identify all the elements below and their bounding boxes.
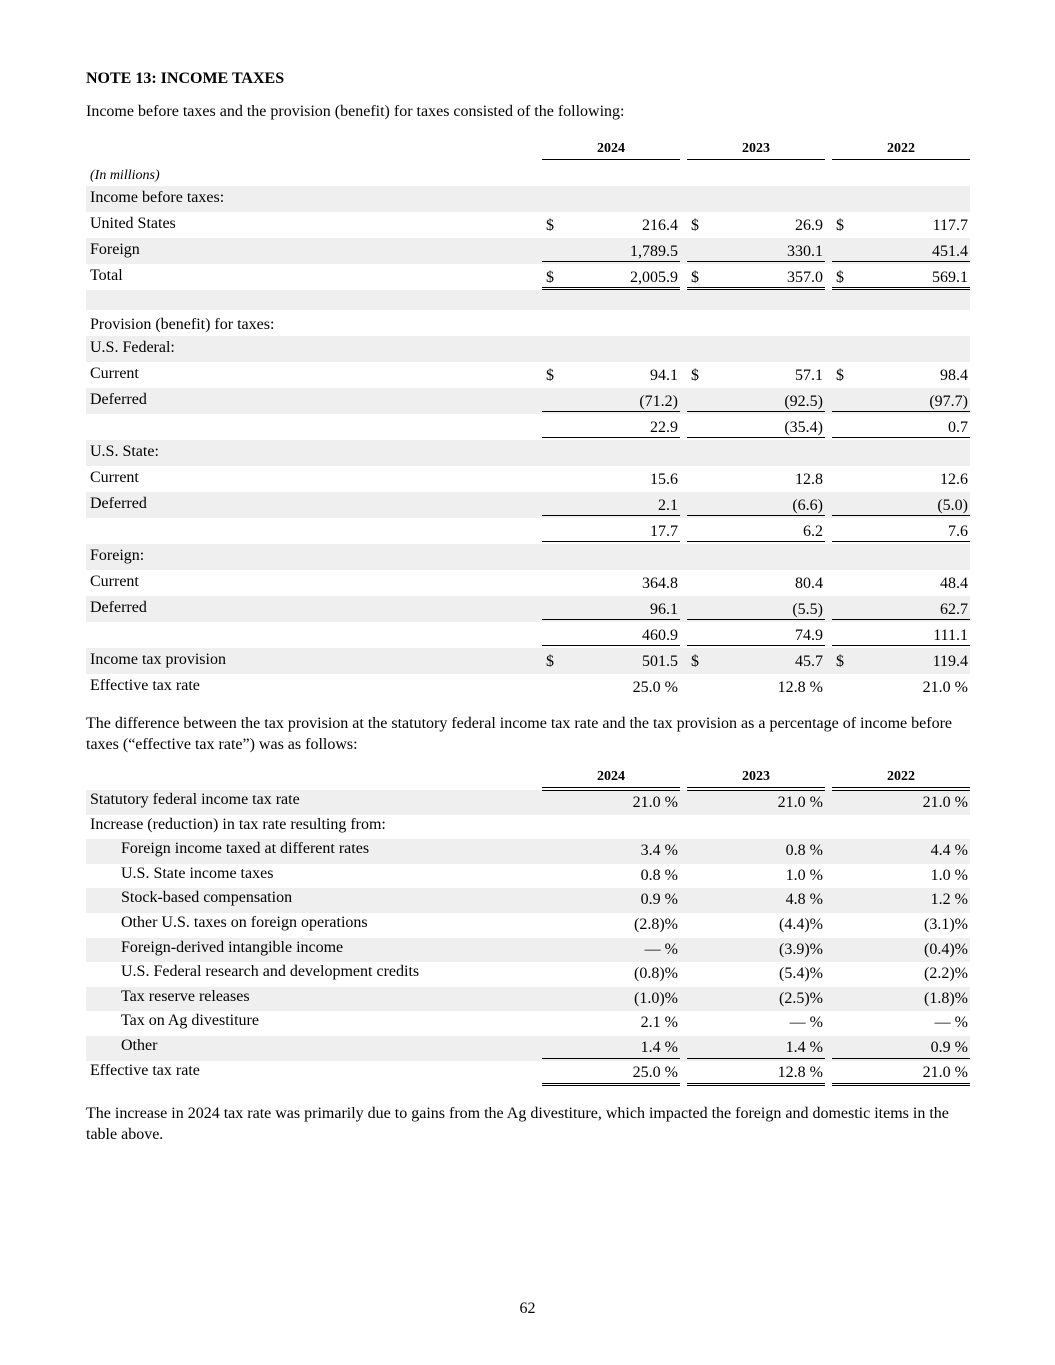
table-row <box>86 492 970 518</box>
cell-value: 1.2 % <box>930 891 968 909</box>
note-heading: NOTE 13: INCOME TAXES <box>86 70 285 87</box>
year-header: 2023 <box>687 769 825 788</box>
cell-value: 0.9 % <box>930 1038 968 1056</box>
cell-value: 501.5 <box>642 653 678 670</box>
row-label: United States <box>90 215 176 232</box>
cell-value: 25.0 % <box>632 679 678 696</box>
dollar-sign: $ <box>836 269 844 286</box>
cell-value: 45.7 <box>795 653 823 670</box>
row-label: Deferred <box>90 599 147 616</box>
row-label: Effective tax rate <box>90 677 200 694</box>
cell-value: 1.0 % <box>785 866 823 884</box>
cell-value: (4.4)% <box>779 915 823 933</box>
dollar-sign: $ <box>691 653 699 670</box>
cell-value: 0.8 % <box>785 842 823 860</box>
cell-value: 22.9 <box>650 419 678 436</box>
cell-value: (3.9)% <box>779 940 823 958</box>
table-row <box>86 1061 970 1086</box>
year-header: 2024 <box>542 141 680 160</box>
cell-value: (2.2)% <box>924 965 968 983</box>
closing-text: The increase in 2024 tax rate was primarily due to gains from the Ag divestiture, which impacted the foreign and domestic items in the table above. <box>86 1105 949 1143</box>
cell-value: 1.4 % <box>640 1038 678 1056</box>
cell-value: 569.1 <box>932 269 968 286</box>
cell-value: (6.6) <box>792 497 823 514</box>
cell-value: (5.4)% <box>779 965 823 983</box>
cell-value: (97.7) <box>929 393 968 410</box>
cell-value: 4.4 % <box>930 842 968 860</box>
section-label: Foreign: <box>90 547 145 564</box>
cell-value: — % <box>934 1014 968 1032</box>
cell-value: 117.7 <box>932 217 968 234</box>
cell-value: — % <box>789 1014 823 1032</box>
table-row <box>86 570 970 596</box>
cell-value: (0.4)% <box>924 940 968 958</box>
table-header <box>86 766 970 790</box>
table-row <box>86 839 970 864</box>
cell-value: 12.8 <box>795 471 823 488</box>
table-row <box>86 815 970 840</box>
row-label: Other U.S. taxes on foreign operations <box>121 913 368 931</box>
row-label: Stock-based compensation <box>121 889 293 907</box>
subtotal-row <box>86 622 970 648</box>
intro-text: Income before taxes and the provision (benefit) for taxes consisted of the following: <box>86 103 625 120</box>
table-row <box>86 1036 970 1061</box>
row-label: Foreign-derived intangible income <box>121 938 344 956</box>
table-row <box>86 388 970 414</box>
table-row <box>86 466 970 492</box>
cell-value: 21.0 % <box>922 679 968 696</box>
dollar-sign: $ <box>546 653 554 670</box>
table-row <box>86 938 970 963</box>
cell-value: 26.9 <box>795 217 823 234</box>
dollar-sign: $ <box>691 269 699 286</box>
cell-value: (3.1)% <box>924 915 968 933</box>
spacer-row <box>86 290 970 310</box>
year-header: 2022 <box>832 769 970 788</box>
cell-value: 74.9 <box>795 627 823 644</box>
row-label: U.S. Federal research and development credits <box>121 963 420 981</box>
cell-value: 216.4 <box>642 217 678 234</box>
cell-value: 80.4 <box>795 575 823 592</box>
row-label: Statutory federal income tax rate <box>90 791 300 808</box>
table-row <box>86 440 970 466</box>
cell-value: 62.7 <box>940 601 968 618</box>
cell-value: 6.2 <box>803 523 823 540</box>
table-row <box>86 212 970 238</box>
cell-value: (2.5)% <box>779 989 823 1007</box>
row-label: Income tax provision <box>90 651 226 668</box>
cell-value: 57.1 <box>795 367 823 384</box>
cell-value: 2.1 % <box>640 1014 678 1032</box>
income-taxes-table <box>86 138 970 700</box>
cell-value: 364.8 <box>642 575 678 592</box>
cell-value: 15.6 <box>650 471 678 488</box>
subtotal-row <box>86 518 970 544</box>
cell-value: 21.0 % <box>922 794 968 811</box>
dollar-sign: $ <box>836 653 844 670</box>
units-row <box>86 162 970 186</box>
row-label: Tax on Ag divestiture <box>121 1012 259 1030</box>
row-label: Current <box>90 573 139 590</box>
table-row <box>86 674 970 700</box>
table-row <box>86 790 970 815</box>
cell-value: 0.9 % <box>640 891 678 909</box>
page-number: 62 <box>519 1300 536 1317</box>
cell-value: 119.4 <box>932 653 968 670</box>
cell-value: (1.0)% <box>634 989 678 1007</box>
table-row <box>86 544 970 570</box>
cell-value: 7.6 <box>948 523 968 540</box>
table-header <box>86 138 970 162</box>
row-label: Total <box>90 267 123 284</box>
row-label: Foreign <box>90 241 140 258</box>
dollar-sign: $ <box>546 367 554 384</box>
cell-value: 3.4 % <box>640 842 678 860</box>
cell-value: 25.0 % <box>632 1063 678 1081</box>
row-label: Current <box>90 365 139 382</box>
cell-value: 2.1 <box>658 497 678 514</box>
table-row <box>86 648 970 674</box>
cell-value: 2,005.9 <box>630 269 678 286</box>
cell-value: (92.5) <box>784 393 823 410</box>
table-row <box>86 362 970 388</box>
dollar-sign: $ <box>546 269 554 286</box>
table-row <box>86 888 970 913</box>
cell-value: 48.4 <box>940 575 968 592</box>
section-label: Provision (benefit) for taxes: <box>90 316 275 333</box>
cell-value: 94.1 <box>650 367 678 384</box>
cell-value: (5.0) <box>937 497 968 514</box>
row-label: Deferred <box>90 495 147 512</box>
table-row <box>86 864 970 889</box>
year-header: 2022 <box>832 141 970 160</box>
row-label: Tax reserve releases <box>121 987 250 1005</box>
subtotal-row <box>86 414 970 440</box>
cell-value: 4.8 % <box>785 891 823 909</box>
table-row <box>86 264 970 290</box>
table-row <box>86 962 970 987</box>
row-label: Other <box>121 1036 158 1054</box>
table-row <box>86 186 970 212</box>
cell-value: (0.8)% <box>634 965 678 983</box>
table-row <box>86 238 970 264</box>
cell-value: 1.4 % <box>785 1038 823 1056</box>
dollar-sign: $ <box>546 217 554 234</box>
rate-reconciliation-text: The difference between the tax provision at the statutory federal income tax rate and the tax provision as a percentage of income before taxes (“effective tax rate”) was as follows: <box>86 715 953 753</box>
cell-value: 21.0 % <box>632 794 678 811</box>
cell-value: (2.8)% <box>634 915 678 933</box>
units-label: (In millions) <box>90 168 160 183</box>
cell-value: 98.4 <box>940 367 968 384</box>
table-row <box>86 596 970 622</box>
cell-value: 96.1 <box>650 601 678 618</box>
table-row <box>86 1011 970 1036</box>
row-label: Increase (reduction) in tax rate resulting from: <box>90 815 386 833</box>
dollar-sign: $ <box>836 217 844 234</box>
dollar-sign: $ <box>691 367 699 384</box>
row-label: Current <box>90 469 139 486</box>
rate-reconciliation-table <box>86 766 970 1085</box>
row-label: U.S. State income taxes <box>121 864 274 882</box>
cell-value: (1.8)% <box>924 989 968 1007</box>
cell-value: 12.8 % <box>777 1063 823 1081</box>
cell-value: (35.4) <box>784 419 823 436</box>
table-row <box>86 987 970 1012</box>
cell-value: (71.2) <box>639 393 678 410</box>
table-row <box>86 336 970 362</box>
row-label: Effective tax rate <box>90 1061 200 1079</box>
cell-value: 451.4 <box>932 243 968 260</box>
cell-value: 330.1 <box>787 243 823 260</box>
table-row <box>86 913 970 938</box>
cell-value: 17.7 <box>650 523 678 540</box>
cell-value: 21.0 % <box>777 794 823 811</box>
row-label: Foreign income taxed at different rates <box>121 840 370 858</box>
cell-value: 357.0 <box>787 269 823 286</box>
table-row <box>86 310 970 336</box>
cell-value: 460.9 <box>642 627 678 644</box>
cell-value: 111.1 <box>933 627 968 644</box>
section-label: Income before taxes: <box>90 189 225 206</box>
cell-value: 1,789.5 <box>630 243 678 260</box>
cell-value: 0.8 % <box>640 866 678 884</box>
cell-value: 21.0 % <box>922 1063 968 1081</box>
section-label: U.S. Federal: <box>90 339 175 356</box>
year-header: 2024 <box>542 769 680 788</box>
cell-value: — % <box>644 940 678 958</box>
row-label: Deferred <box>90 391 147 408</box>
section-label: U.S. State: <box>90 443 159 460</box>
cell-value: 0.7 <box>948 419 968 436</box>
cell-value: 1.0 % <box>930 866 968 884</box>
year-header: 2023 <box>687 141 825 160</box>
cell-value: 12.8 % <box>777 679 823 696</box>
dollar-sign: $ <box>836 367 844 384</box>
cell-value: 12.6 <box>940 471 968 488</box>
cell-value: (5.5) <box>792 601 823 618</box>
dollar-sign: $ <box>691 217 699 234</box>
